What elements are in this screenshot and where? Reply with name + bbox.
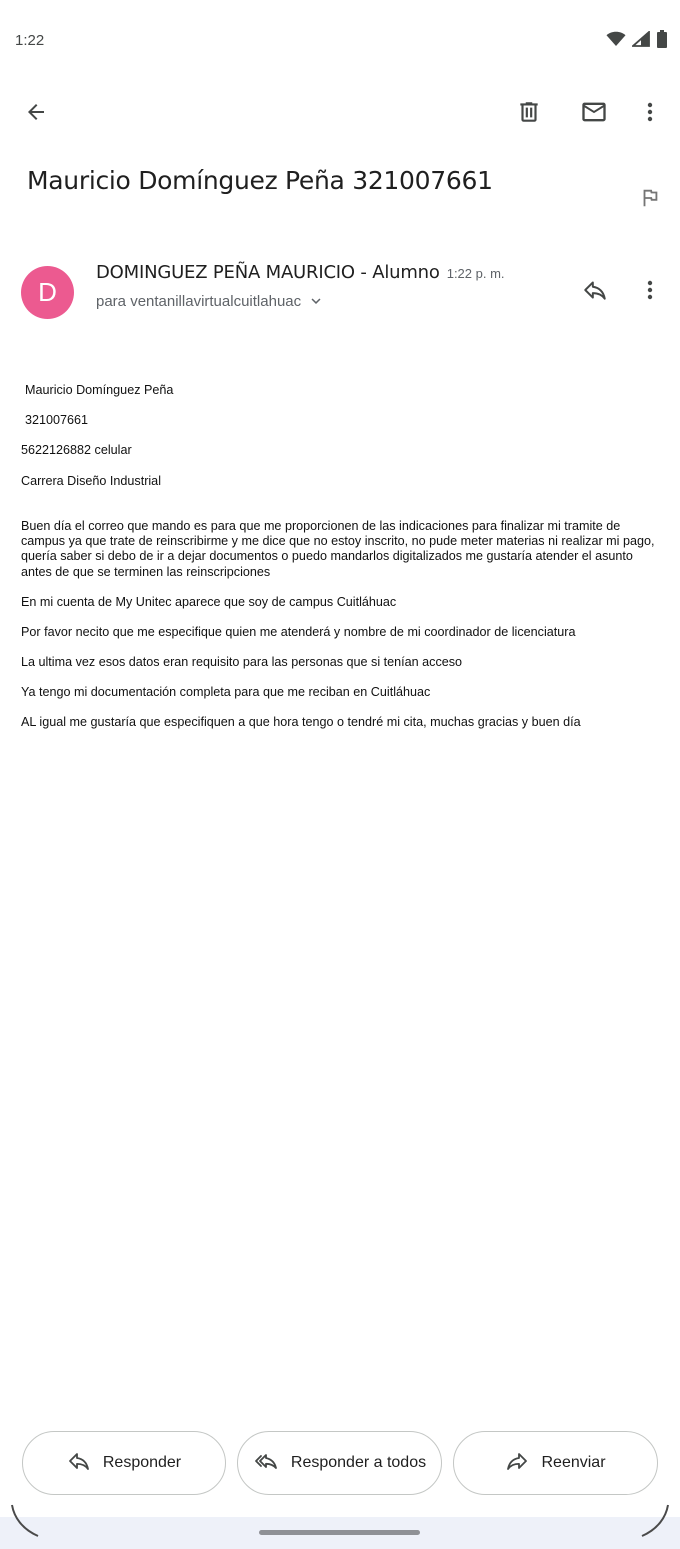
body-paragraph: AL igual me gustaría que especifiquen a que hora tengo o tendré mi cita, muchas gracias y buen día [21, 715, 581, 729]
battery-icon [656, 30, 668, 53]
recipient-text: para ventanillavirtualcuitlahuac [96, 292, 302, 310]
body-id: 321007661 [25, 413, 89, 427]
body-career: Carrera Diseño Industrial [21, 474, 161, 488]
status-icons [606, 30, 668, 53]
sender-time: 1:22 p. m. [446, 266, 505, 281]
reply-icon [582, 277, 608, 308]
more-options-button[interactable] [628, 92, 672, 136]
mark-unread-icon [579, 98, 609, 131]
body-paragraph: Ya tengo mi documentación completa para que me reciban en Cuitláhuac [21, 685, 431, 699]
status-time: 1:22 [15, 32, 45, 49]
reply-label: Responder [102, 1454, 182, 1471]
screen-corner-left [8, 1503, 42, 1544]
sender-name: DOMINGUEZ PEÑA MAURICIO - Alumno [96, 262, 440, 283]
forward-icon [505, 1449, 529, 1478]
forward-button[interactable] [453, 1431, 658, 1495]
more-vert-icon [638, 278, 662, 307]
body-paragraph: Por favor necito que me especifique quien me atenderá y nombre de mi coordinador de licenciatura [21, 625, 576, 639]
reply-all-label: Responder a todos [290, 1454, 427, 1471]
sender-line [96, 262, 505, 283]
reply-all-button[interactable] [237, 1431, 442, 1495]
email-subject: Mauricio Domínguez Peña 321007661 [27, 166, 493, 195]
reply-all-icon [253, 1449, 279, 1478]
home-handle[interactable] [259, 1530, 420, 1535]
back-button[interactable] [14, 92, 58, 136]
back-arrow-icon [24, 100, 48, 129]
chevron-down-icon[interactable] [307, 292, 325, 310]
flag-button[interactable] [628, 178, 672, 222]
delete-icon [516, 99, 542, 130]
recipient-line[interactable] [96, 292, 325, 310]
body-phone: 5622126882 celular [21, 443, 132, 457]
flag-icon [639, 187, 661, 214]
body-paragraph-main: Buen día el correo que mando es para que me proporcionen de las indicaciones para finalizar mi tramite de campus ya que trate de reinscribirme y me dice que no estoy inscrito, no pude meter materias ni realizar mi pago, quería saber si debo de ir a dejar documentos o puedo mandarlos digitalizados me gustaría atender el asunto antes de que se terminen las reinscripciones [21, 519, 655, 579]
signal-icon [632, 31, 650, 52]
reply-button[interactable] [22, 1431, 226, 1495]
screen-corner-right [638, 1503, 672, 1544]
body-paragraph: La ultima vez esos datos eran requisito para las personas que si tenían acceso [21, 655, 463, 669]
body-paragraph: En mi cuenta de My Unitec aparece que soy de campus Cuitláhuac [21, 595, 397, 609]
reply-icon [67, 1449, 91, 1478]
body-name: Mauricio Domínguez Peña [25, 383, 174, 397]
quick-reply-button[interactable] [573, 270, 617, 314]
message-more-button[interactable] [628, 270, 672, 314]
wifi-icon [606, 31, 626, 52]
more-vert-icon [638, 100, 662, 129]
forward-label: Reenviar [541, 1454, 606, 1471]
sender-avatar[interactable]: D [21, 266, 74, 319]
mark-unread-button[interactable] [572, 92, 616, 136]
delete-button[interactable] [507, 92, 551, 136]
